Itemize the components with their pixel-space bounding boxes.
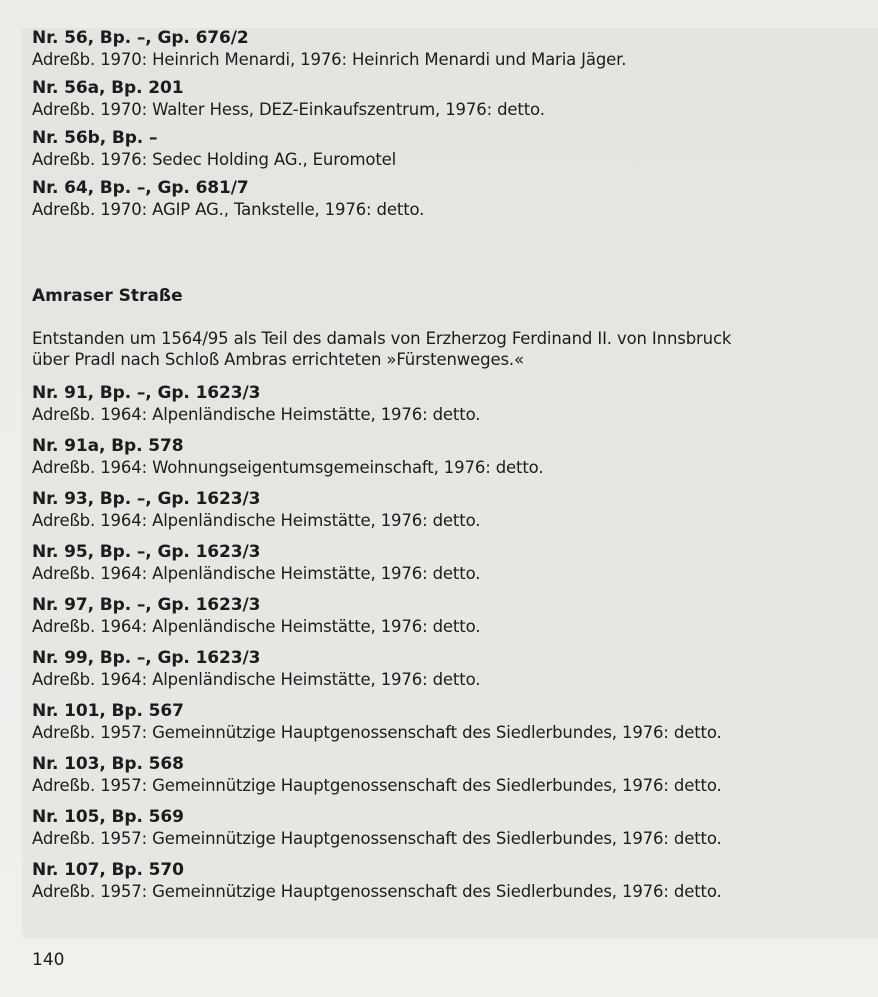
entry bbox=[32, 542, 862, 584]
entry-text: Adreßb. 1970: AGIP AG., Tankstelle, 1976: detto. bbox=[32, 200, 425, 219]
section-intro bbox=[32, 328, 862, 370]
entry-text: Adreßb. 1964: Alpenländische Heimstätte, 1976: detto. bbox=[32, 564, 481, 583]
entry-text: Adreßb. 1964: Alpenländische Heimstätte, 1976: detto. bbox=[32, 405, 481, 424]
entry bbox=[32, 128, 862, 170]
entry bbox=[32, 701, 862, 743]
entry bbox=[32, 178, 862, 220]
entry-text: Adreßb. 1976: Sedec Holding AG., Euromotel bbox=[32, 150, 397, 169]
entry bbox=[32, 595, 862, 637]
intro-line-1: Entstanden um 1564/95 als Teil des damals von Erzherzog Ferdinand II. von Innsbruck bbox=[32, 329, 732, 348]
entries-top bbox=[32, 28, 862, 228]
entry-title: Nr. 93, Bp. –, Gp. 1623/3 bbox=[32, 489, 261, 509]
entry bbox=[32, 436, 862, 478]
entry-title: Nr. 56, Bp. –, Gp. 676/2 bbox=[32, 28, 249, 48]
entry-title: Nr. 91, Bp. –, Gp. 1623/3 bbox=[32, 383, 261, 403]
entry-text: Adreßb. 1957: Gemeinnützige Hauptgenossenschaft des Siedlerbundes, 1976: detto. bbox=[32, 882, 722, 901]
entry bbox=[32, 383, 862, 425]
intro-line-2: über Pradl nach Schloß Ambras errichteten »Fürstenweges.« bbox=[32, 350, 524, 369]
entry-title: Nr. 107, Bp. 570 bbox=[32, 860, 184, 880]
entry-text: Adreßb. 1970: Walter Hess, DEZ-Einkaufszentrum, 1976: detto. bbox=[32, 100, 545, 119]
entry bbox=[32, 860, 862, 902]
entry-title: Nr. 99, Bp. –, Gp. 1623/3 bbox=[32, 648, 261, 668]
entry-text: Adreßb. 1970: Heinrich Menardi, 1976: Heinrich Menardi und Maria Jäger. bbox=[32, 50, 627, 69]
entry-title: Nr. 56a, Bp. 201 bbox=[32, 78, 184, 98]
entry-title: Nr. 97, Bp. –, Gp. 1623/3 bbox=[32, 595, 261, 615]
entry-text: Adreßb. 1964: Alpenländische Heimstätte, 1976: detto. bbox=[32, 670, 481, 689]
entry bbox=[32, 754, 862, 796]
entry-text: Adreßb. 1957: Gemeinnützige Hauptgenossenschaft des Siedlerbundes, 1976: detto. bbox=[32, 829, 722, 848]
entry-title: Nr. 95, Bp. –, Gp. 1623/3 bbox=[32, 542, 261, 562]
entry-title: Nr. 105, Bp. 569 bbox=[32, 807, 184, 827]
entries-bottom bbox=[32, 383, 862, 913]
entry bbox=[32, 648, 862, 690]
entry-title: Nr. 91a, Bp. 578 bbox=[32, 436, 184, 456]
section-heading: Amraser Straße bbox=[32, 286, 183, 306]
entry-title: Nr. 103, Bp. 568 bbox=[32, 754, 184, 774]
page-number: 140 bbox=[32, 950, 65, 970]
entry-title: Nr. 101, Bp. 567 bbox=[32, 701, 184, 721]
entry-text: Adreßb. 1964: Wohnungseigentumsgemeinschaft, 1976: detto. bbox=[32, 458, 544, 477]
entry bbox=[32, 807, 862, 849]
entry-title: Nr. 56b, Bp. – bbox=[32, 128, 158, 148]
entry-text: Adreßb. 1957: Gemeinnützige Hauptgenossenschaft des Siedlerbundes, 1976: detto. bbox=[32, 776, 722, 795]
entry bbox=[32, 489, 862, 531]
entry-title: Nr. 64, Bp. –, Gp. 681/7 bbox=[32, 178, 249, 198]
entry bbox=[32, 28, 862, 70]
entry-text: Adreßb. 1957: Gemeinnützige Hauptgenossenschaft des Siedlerbundes, 1976: detto. bbox=[32, 723, 722, 742]
entry-text: Adreßb. 1964: Alpenländische Heimstätte, 1976: detto. bbox=[32, 617, 481, 636]
entry bbox=[32, 78, 862, 120]
entry-text: Adreßb. 1964: Alpenländische Heimstätte, 1976: detto. bbox=[32, 511, 481, 530]
